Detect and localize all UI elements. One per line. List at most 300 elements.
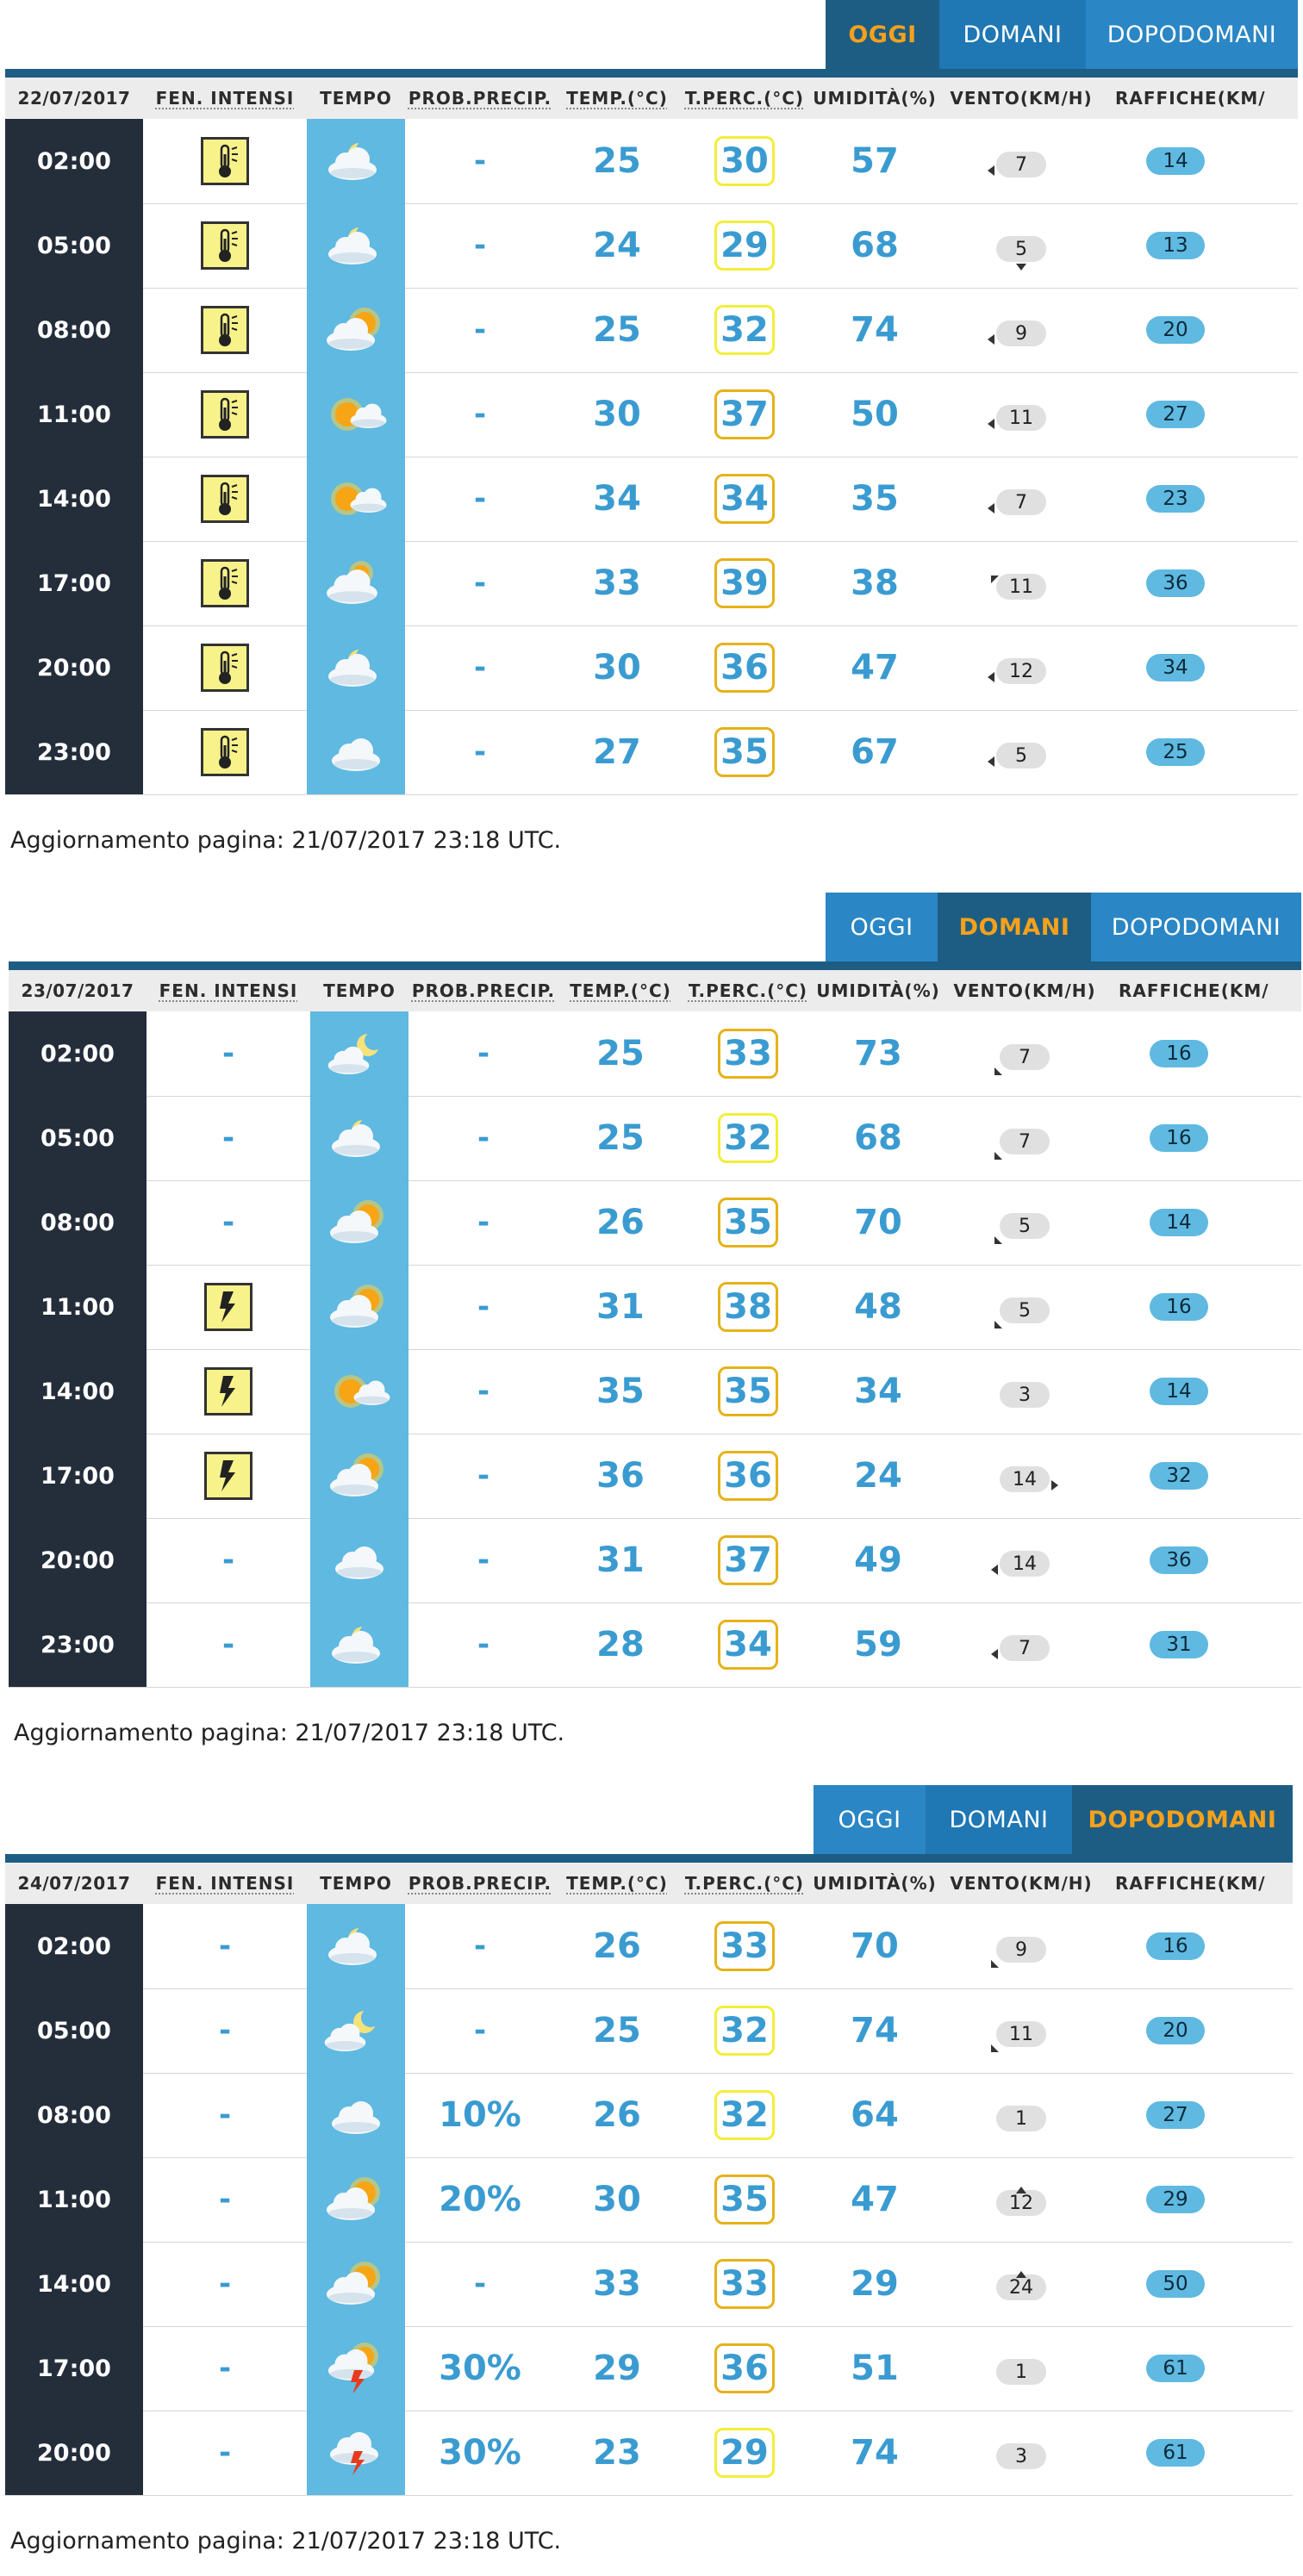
gust-badge: 20 — [1146, 316, 1205, 344]
header-date-label: 24/07/2017 — [17, 1873, 131, 1894]
fen-intensi-cell — [147, 1180, 310, 1265]
row-time: 11:00 — [5, 372, 143, 457]
perceived-temp-value: 39 — [720, 563, 769, 603]
wind-cell — [943, 1434, 1107, 1518]
night-partly-cloudy-icon — [320, 640, 392, 695]
header-umid — [810, 78, 939, 119]
perceived-temp-cell — [683, 1349, 814, 1434]
prob-precip-value: 30% — [439, 2433, 521, 2473]
header-tempo-label: TEMPO — [323, 980, 396, 1001]
prob-precip-value: - — [473, 482, 487, 516]
humidity-value: 74 — [851, 2011, 899, 2050]
temperature-cell — [555, 2326, 679, 2411]
fen-none: - — [221, 1036, 235, 1071]
header-raffiche — [1103, 1863, 1303, 1904]
fen-intensi-cell — [143, 203, 307, 288]
header-tempo-label: TEMPO — [320, 88, 392, 109]
wind-speed-badge — [996, 405, 1046, 431]
humidity-value: 50 — [851, 395, 899, 434]
gust-badge: 25 — [1146, 738, 1205, 766]
prob-precip-value: 30% — [439, 2349, 521, 2388]
temperature-cell — [555, 541, 679, 625]
sky-condition-cell — [307, 541, 405, 625]
header-umid-label: UMIDITÀ(%) — [813, 1873, 937, 1894]
row-time: 11:00 — [5, 2157, 143, 2242]
tab-dopodomani[interactable]: DOPODOMANI — [1091, 893, 1301, 961]
header-raffiche — [1107, 970, 1303, 1011]
wind-direction-arrow-icon — [991, 1960, 999, 1968]
header-temp-label: TEMP.(°C) — [566, 1873, 668, 1894]
wind-speed-value: 1 — [1015, 2361, 1027, 2383]
row-time: 14:00 — [9, 1349, 147, 1434]
prob-precip-value: - — [473, 144, 487, 178]
temperature-value: 24 — [593, 226, 641, 265]
night-moon-cloud-icon — [320, 2003, 392, 2058]
humidity-cell — [810, 2157, 939, 2242]
table-header — [9, 970, 1301, 1011]
temperature-cell — [555, 625, 679, 710]
table-row — [5, 288, 1298, 373]
perceived-temp-value: 29 — [720, 2433, 769, 2473]
header-vento-label: VENTO(KM/H) — [950, 1873, 1093, 1894]
gust-cell — [1107, 1011, 1301, 1096]
humidity-cell — [814, 1265, 943, 1349]
gust-badge: 16 — [1150, 1124, 1208, 1152]
humidity-value: 51 — [851, 2349, 899, 2388]
humidity-cell — [810, 710, 939, 794]
table-row — [5, 541, 1298, 626]
wind-cell — [943, 1180, 1107, 1265]
wind-direction-arrow-icon — [991, 2044, 999, 2052]
fen-intensi-cell — [143, 710, 307, 794]
prob-precip-cell — [405, 2411, 555, 2495]
sky-condition-cell — [307, 625, 405, 710]
fen-intensi-cell — [147, 1011, 310, 1096]
day-tabs — [826, 0, 1298, 69]
sun-small-cloud-icon — [320, 387, 392, 442]
sky-condition-cell — [307, 2326, 405, 2411]
header-fen-label: FEN. INTENSI — [155, 88, 295, 109]
prob-precip-cell — [405, 203, 555, 288]
perceived-temp-value: 30 — [720, 141, 769, 181]
header-fen-label: FEN. INTENSI — [155, 1873, 295, 1894]
wind-speed-value: 11 — [1009, 407, 1033, 429]
row-time: 05:00 — [5, 1988, 143, 2073]
wind-direction-arrow-icon — [1051, 1480, 1058, 1490]
temperature-cell — [558, 1602, 683, 1687]
temperature-cell — [555, 203, 679, 288]
sky-condition-cell — [307, 203, 405, 288]
sky-condition-cell — [307, 2411, 405, 2495]
gust-cell — [1103, 1904, 1298, 1988]
heat-icon — [201, 475, 249, 523]
wind-speed-value: 7 — [1015, 153, 1027, 176]
header-date — [5, 1863, 143, 1904]
wind-cell — [939, 625, 1103, 710]
gust-badge: 20 — [1146, 2017, 1205, 2044]
tab-domani[interactable]: DOMANI — [926, 1785, 1072, 1854]
sun-behind-cloud-icon — [320, 302, 392, 358]
prob-precip-value: - — [477, 1121, 490, 1155]
prob-precip-value: - — [473, 650, 487, 685]
wind-direction-arrow-icon — [988, 672, 994, 682]
wind-direction-arrow-icon — [988, 503, 994, 513]
gust-cell — [1103, 1988, 1298, 2073]
prob-precip-value: - — [477, 1459, 490, 1493]
forecast-section — [5, 1785, 1293, 2564]
wind-speed-value: 5 — [1019, 1215, 1031, 1237]
wind-cell — [939, 119, 1103, 203]
header-fen — [143, 78, 307, 119]
humidity-cell — [814, 1096, 943, 1180]
gust-cell — [1103, 625, 1298, 710]
table-row — [5, 1988, 1293, 2074]
humidity-value: 35 — [851, 479, 899, 519]
table-row — [5, 372, 1298, 457]
wind-direction-arrow-icon — [988, 419, 994, 429]
wind-direction-arrow-icon — [991, 1565, 998, 1575]
heat-icon — [201, 728, 249, 776]
gust-badge: 23 — [1146, 485, 1205, 513]
header-umid-label: UMIDITÀ(%) — [813, 88, 937, 109]
wind-speed-badge — [996, 2190, 1046, 2216]
sun-behind-cloud-icon — [320, 2256, 392, 2312]
prob-precip-cell — [405, 2157, 555, 2242]
table-row — [9, 1434, 1301, 1519]
perceived-temp-cell — [679, 2157, 810, 2242]
wind-cell — [939, 710, 1103, 794]
header-date — [5, 78, 143, 119]
humidity-value: 70 — [851, 1926, 899, 1966]
header-tempo-label: TEMPO — [320, 1873, 392, 1894]
prob-precip-cell — [405, 2326, 555, 2411]
fen-intensi-cell — [147, 1434, 310, 1518]
wind-speed-value: 11 — [1009, 576, 1033, 598]
fen-none: - — [218, 2013, 232, 2048]
header-raffiche-label: RAFFICHE(KM/ — [1119, 980, 1269, 1001]
header-prob — [408, 970, 558, 1011]
fen-intensi-cell — [143, 119, 307, 203]
sky-condition-cell — [307, 1988, 405, 2073]
perceived-temp-badge — [714, 2090, 775, 2140]
header-fen-label: FEN. INTENSI — [159, 980, 298, 1001]
tab-oggi[interactable]: OGGI — [826, 0, 939, 69]
gust-badge: 16 — [1150, 1293, 1208, 1321]
prob-precip-cell — [405, 710, 555, 794]
fen-intensi-cell — [143, 2157, 307, 2242]
perceived-temp-value: 35 — [724, 1203, 772, 1242]
cloud-icon — [320, 725, 392, 780]
humidity-cell — [810, 1988, 939, 2073]
cloud-sun-icon — [320, 556, 392, 611]
fen-none: - — [218, 1929, 232, 1963]
wind-speed-badge — [1000, 1551, 1050, 1577]
wind-cell — [939, 541, 1103, 625]
tab-domani[interactable]: DOMANI — [939, 0, 1086, 69]
perceived-temp-badge — [714, 727, 775, 777]
sky-condition-cell — [310, 1518, 408, 1602]
perceived-temp-badge — [714, 305, 775, 355]
table-header — [5, 78, 1298, 119]
perceived-temp-cell — [679, 457, 810, 541]
wind-speed-value: 5 — [1015, 744, 1027, 767]
prob-precip-cell — [405, 372, 555, 457]
temperature-value: 31 — [596, 1287, 645, 1327]
humidity-value: 47 — [851, 2180, 899, 2219]
header-temp-label: TEMP.(°C) — [566, 88, 668, 109]
table-row — [9, 1349, 1301, 1434]
wind-cell — [943, 1265, 1107, 1349]
prob-precip-value: - — [473, 1929, 487, 1963]
wind-cell — [939, 2242, 1103, 2326]
perceived-temp-badge — [718, 1282, 778, 1332]
wind-speed-value: 5 — [1019, 1299, 1031, 1322]
perceived-temp-badge — [718, 1451, 778, 1501]
row-time: 05:00 — [9, 1096, 147, 1180]
temperature-cell — [558, 1265, 683, 1349]
sun-behind-cloud-icon — [320, 2172, 392, 2227]
prob-precip-cell — [405, 2073, 555, 2157]
wind-speed-badge — [1000, 1297, 1050, 1323]
sky-condition-cell — [310, 1349, 408, 1434]
header-prob — [405, 1863, 555, 1904]
perceived-temp-badge — [714, 221, 775, 271]
row-time: 05:00 — [5, 203, 143, 288]
tab-domani[interactable]: DOMANI — [938, 893, 1091, 961]
perceived-temp-badge — [718, 1198, 778, 1248]
perceived-temp-value: 32 — [724, 1118, 772, 1158]
temperature-value: 33 — [593, 2264, 641, 2304]
temperature-cell — [555, 2073, 679, 2157]
header-temp — [555, 78, 679, 119]
wind-speed-value: 7 — [1015, 491, 1027, 513]
header-vento-label: VENTO(KM/H) — [953, 980, 1096, 1001]
heat-icon — [201, 559, 249, 607]
table-row — [9, 1096, 1301, 1181]
temperature-value: 27 — [593, 732, 641, 772]
table-row — [5, 2157, 1293, 2243]
humidity-cell — [810, 372, 939, 457]
wind-speed-badge — [1000, 1466, 1050, 1492]
temperature-value: 26 — [596, 1203, 645, 1242]
humidity-value: 57 — [851, 141, 899, 181]
perceived-temp-cell — [679, 1988, 810, 2073]
row-time: 02:00 — [9, 1011, 147, 1096]
tab-oggi[interactable]: OGGI — [826, 893, 938, 961]
gust-cell — [1103, 457, 1298, 541]
perceived-temp-badge — [718, 1366, 778, 1416]
temperature-value: 33 — [593, 563, 641, 603]
sky-condition-cell — [307, 2157, 405, 2242]
perceived-temp-cell — [679, 203, 810, 288]
perceived-temp-cell — [679, 625, 810, 710]
perceived-temp-cell — [679, 1904, 810, 1988]
header-prob-label: PROB.PRECIP. — [408, 88, 552, 109]
perceived-temp-value: 36 — [724, 1456, 772, 1496]
row-time: 11:00 — [9, 1265, 147, 1349]
header-temp-label: TEMP.(°C) — [570, 980, 671, 1001]
table-row — [5, 625, 1298, 711]
humidity-value: 34 — [854, 1372, 902, 1411]
prob-precip-value: - — [473, 397, 487, 432]
table-row — [9, 1602, 1301, 1688]
wind-cell — [943, 1011, 1107, 1096]
wind-direction-arrow-icon — [1016, 264, 1026, 271]
storm-icon — [204, 1452, 252, 1500]
sky-condition-cell — [310, 1602, 408, 1687]
humidity-cell — [814, 1518, 943, 1602]
gust-badge: 27 — [1146, 2101, 1205, 2129]
prob-precip-value: - — [477, 1205, 490, 1240]
tab-dopodomani[interactable]: DOPODOMANI — [1086, 0, 1298, 69]
row-time: 14:00 — [5, 457, 143, 541]
temperature-cell — [558, 1011, 683, 1096]
perceived-temp-cell — [679, 2411, 810, 2495]
wind-speed-badge — [1000, 1129, 1050, 1154]
fen-intensi-cell — [147, 1349, 310, 1434]
perceived-temp-value: 35 — [720, 2180, 769, 2219]
prob-precip-cell — [405, 1988, 555, 2073]
wind-speed-badge — [996, 2274, 1046, 2300]
thunder-cloud-icon — [320, 2425, 392, 2480]
perceived-temp-cell — [679, 710, 810, 794]
fen-none: - — [221, 1121, 235, 1155]
humidity-value: 24 — [854, 1456, 902, 1496]
wind-cell — [939, 203, 1103, 288]
wind-direction-arrow-icon — [1016, 2187, 1026, 2193]
header-raffiche — [1103, 78, 1303, 119]
wind-speed-value: 12 — [1009, 660, 1033, 682]
wind-speed-badge — [996, 1937, 1046, 1963]
sky-condition-cell — [307, 2073, 405, 2157]
humidity-value: 70 — [854, 1203, 902, 1242]
wind-speed-value: 7 — [1019, 1637, 1031, 1659]
humidity-value: 48 — [854, 1287, 902, 1327]
wind-speed-value: 14 — [1013, 1552, 1037, 1575]
wind-cell — [943, 1349, 1107, 1434]
gust-badge: 36 — [1150, 1546, 1208, 1574]
wind-speed-value: 11 — [1009, 2023, 1033, 2045]
temperature-value: 23 — [593, 2433, 641, 2473]
night-partly-cloudy-icon — [320, 218, 392, 273]
table-row — [5, 119, 1298, 204]
humidity-cell — [810, 2242, 939, 2326]
storm-icon — [204, 1283, 252, 1331]
wind-speed-badge — [996, 320, 1046, 346]
wind-speed-value: 7 — [1019, 1130, 1031, 1153]
perceived-temp-cell — [679, 119, 810, 203]
sun-behind-cloud-icon — [323, 1448, 396, 1503]
prob-precip-cell — [408, 1434, 558, 1518]
temperature-cell — [558, 1518, 683, 1602]
wind-cell — [939, 2157, 1103, 2242]
header-perc — [679, 78, 810, 119]
tab-oggi[interactable]: OGGI — [814, 1785, 926, 1854]
humidity-value: 68 — [851, 226, 899, 265]
gust-cell — [1103, 710, 1298, 794]
wind-speed-value: 9 — [1015, 322, 1027, 345]
table-row — [5, 457, 1298, 542]
perceived-temp-value: 37 — [724, 1540, 772, 1580]
humidity-cell — [814, 1434, 943, 1518]
sun-small-cloud-icon — [320, 471, 392, 526]
wind-cell — [939, 2411, 1103, 2495]
sun-small-cloud-icon — [323, 1364, 396, 1419]
wind-cell — [939, 1988, 1103, 2073]
temperature-cell — [558, 1434, 683, 1518]
cloud-icon — [323, 1533, 396, 1588]
gust-cell — [1103, 2411, 1298, 2495]
humidity-cell — [814, 1180, 943, 1265]
row-time: 08:00 — [5, 2073, 143, 2157]
perceived-temp-value: 35 — [724, 1372, 772, 1411]
prob-precip-cell — [408, 1011, 558, 1096]
perceived-temp-badge — [714, 2428, 775, 2478]
sky-condition-cell — [310, 1011, 408, 1096]
prob-precip-cell — [405, 457, 555, 541]
wind-cell — [939, 2326, 1103, 2411]
perceived-temp-badge — [718, 1535, 778, 1585]
wind-speed-badge — [1000, 1382, 1050, 1408]
perceived-temp-cell — [683, 1434, 814, 1518]
wind-speed-badge — [996, 658, 1046, 684]
row-time: 02:00 — [5, 119, 143, 203]
perceived-temp-value: 32 — [720, 2011, 769, 2050]
night-moon-cloud-icon — [323, 1026, 396, 1081]
fen-intensi-cell — [143, 625, 307, 710]
wind-speed-value: 1 — [1015, 2107, 1027, 2130]
header-date-label: 22/07/2017 — [17, 88, 131, 109]
fen-intensi-cell — [147, 1518, 310, 1602]
perceived-temp-cell — [683, 1096, 814, 1180]
perceived-temp-cell — [683, 1265, 814, 1349]
night-partly-cloudy-icon — [320, 1919, 392, 1974]
prob-precip-cell — [408, 1602, 558, 1687]
perceived-temp-badge — [714, 558, 775, 608]
table-row — [9, 1518, 1301, 1603]
header-vento — [943, 970, 1107, 1011]
fen-intensi-cell — [143, 1988, 307, 2073]
header-vento — [939, 1863, 1103, 1904]
perceived-temp-badge — [714, 474, 775, 524]
gust-cell — [1107, 1096, 1301, 1180]
gust-badge: 36 — [1146, 569, 1205, 597]
fen-intensi-cell — [147, 1602, 310, 1687]
humidity-cell — [810, 119, 939, 203]
perceived-temp-badge — [714, 2343, 775, 2393]
perceived-temp-value: 32 — [720, 310, 769, 350]
gust-cell — [1107, 1602, 1301, 1687]
perceived-temp-badge — [714, 643, 775, 693]
row-time: 08:00 — [9, 1180, 147, 1265]
fen-intensi-cell — [147, 1265, 310, 1349]
humidity-cell — [810, 2326, 939, 2411]
tab-dopodomani[interactable]: DOPODOMANI — [1072, 1785, 1293, 1854]
gust-badge: 13 — [1146, 232, 1205, 259]
wind-cell — [943, 1518, 1107, 1602]
header-date — [9, 970, 147, 1011]
humidity-cell — [810, 2411, 939, 2495]
humidity-cell — [810, 2073, 939, 2157]
night-partly-cloudy-icon — [323, 1111, 396, 1166]
temperature-cell — [558, 1096, 683, 1180]
header-prob-label: PROB.PRECIP. — [408, 1873, 552, 1894]
sky-condition-cell — [307, 119, 405, 203]
gust-badge: 14 — [1150, 1209, 1208, 1236]
gust-cell — [1103, 203, 1298, 288]
fen-intensi-cell — [143, 2411, 307, 2495]
perceived-temp-value: 38 — [724, 1287, 772, 1327]
